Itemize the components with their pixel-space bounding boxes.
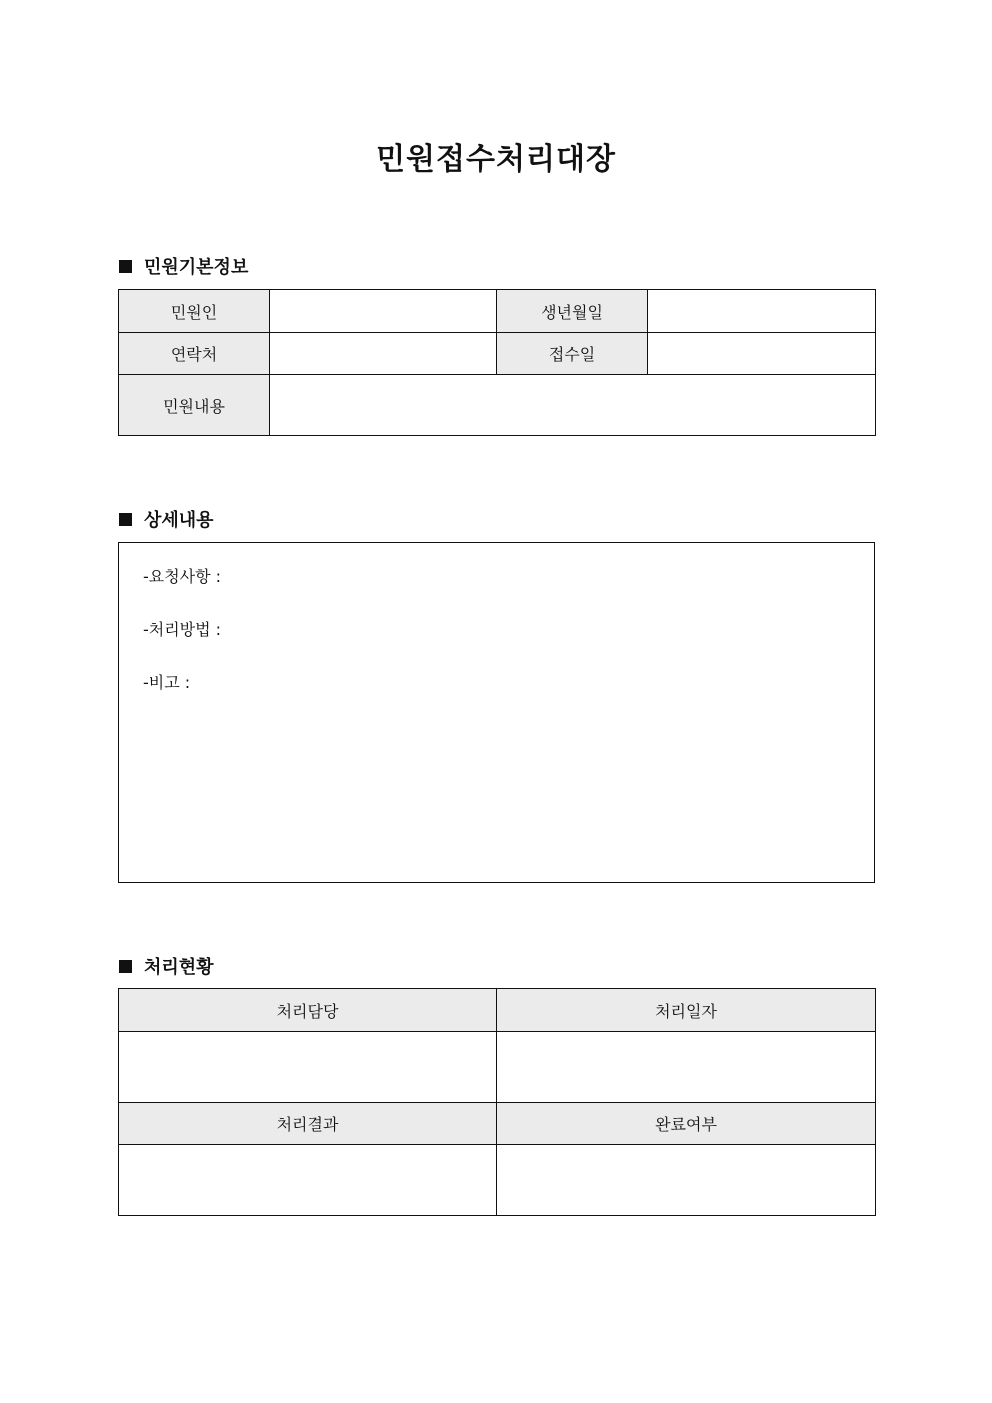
label-received-date: 접수일 — [497, 333, 648, 375]
basic-info-table — [118, 289, 876, 436]
table-row — [119, 375, 876, 436]
page-title: 민원접수처리대장 — [376, 142, 616, 177]
table-row — [119, 1032, 876, 1103]
detail-box[interactable] — [118, 542, 875, 883]
field-birthdate[interactable] — [648, 290, 876, 333]
label-content: 민원내용 — [119, 375, 270, 436]
section-title: 처리현황 — [144, 957, 214, 978]
table-row — [119, 1145, 876, 1216]
field-completion[interactable] — [497, 1145, 876, 1216]
section-heading-basic — [119, 253, 248, 279]
field-contact[interactable] — [270, 333, 497, 375]
square-bullet-icon — [119, 960, 132, 973]
detail-note: -비고 : — [143, 673, 191, 692]
section-title: 민원기본정보 — [144, 257, 249, 278]
field-handler[interactable] — [119, 1032, 497, 1103]
section-heading-detail — [119, 506, 214, 532]
label-result: 처리결과 — [119, 1103, 497, 1145]
detail-method: -처리방법 : — [143, 620, 222, 639]
label-birthdate: 생년월일 — [497, 290, 648, 333]
field-result[interactable] — [119, 1145, 497, 1216]
field-received-date[interactable] — [648, 333, 876, 375]
label-process-date: 처리일자 — [497, 989, 876, 1032]
label-completion: 완료여부 — [497, 1103, 876, 1145]
label-contact: 연락처 — [119, 333, 270, 375]
table-row — [119, 290, 876, 333]
label-applicant: 민원인 — [119, 290, 270, 333]
table-row — [119, 333, 876, 375]
square-bullet-icon — [119, 260, 132, 273]
field-content[interactable] — [270, 375, 876, 436]
field-process-date[interactable] — [497, 1032, 876, 1103]
field-applicant[interactable] — [270, 290, 497, 333]
section-title: 상세내용 — [144, 510, 214, 531]
label-handler: 처리담당 — [119, 989, 497, 1032]
table-row — [119, 1103, 876, 1145]
detail-request: -요청사항 : — [143, 567, 222, 586]
square-bullet-icon — [119, 513, 132, 526]
table-row — [119, 989, 876, 1032]
section-heading-status — [119, 953, 214, 979]
status-table — [118, 988, 876, 1216]
